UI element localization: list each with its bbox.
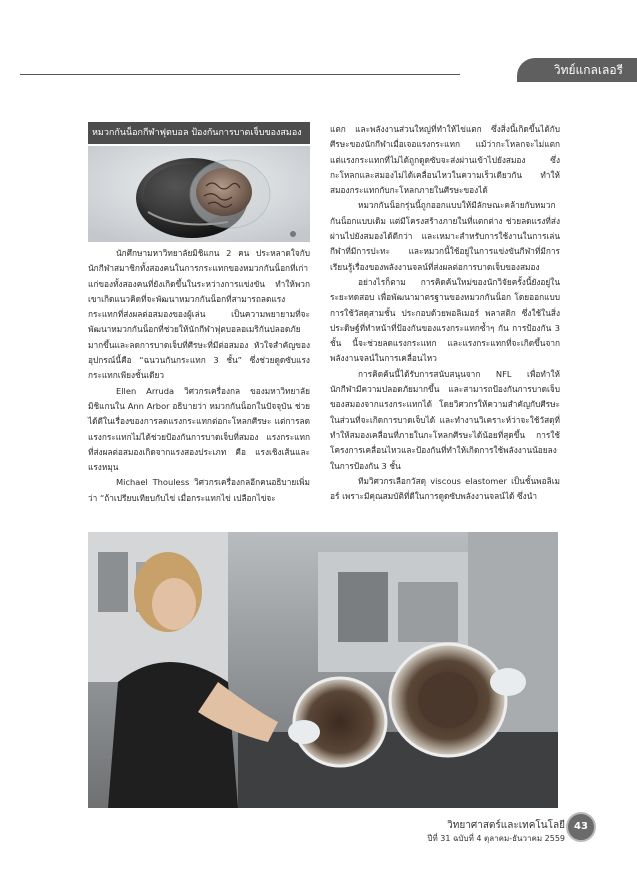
article-title: หมวกกันน็อกกีฬาฟุตบอล ป้องกันการบาดเจ็บของสมอง bbox=[88, 122, 310, 144]
paragraph: แตก และพลังงานส่วนใหญ่ที่ทำให้ไข่แตก ซึ่งสิ่งนี้เกิดขึ้นได้กับศีรษะของนักกีฬาเมื่อเจอแรงกระแทก แม้ว่ากะโหลกจะไม่แตก แต่แรงกระแทกที่ไม่ได้ถูกดูดซับจะส่งผ่านเข้าไปยังสมอง ซึ่งกะโหลกและสมองไม่ได้เคลื่อนไหวในความเร็วเดียวกัน ทำให้สมองกระแทกกับกะโหลกภายในศีรษะของได้ bbox=[330, 124, 560, 196]
paragraph: อย่างไรก็ตาม การคิดค้นใหม่ของนักวิจัยครั้งนี้ยังอยู่ในระยะทดสอบ เพื่อพัฒนามาตรฐานของหมวกกันน็อก โดยออกแบบการใช้วัสดุสามชั้น ประกอบด้วยพอลิเมอร์ พลาสติก ซึ่งใช้ในสิ่งประดิษฐ์ที่ทำหน้าที่ป้องกันของแรงกระแทกซ้ำๆ กัน การป้องกัน 3 ชั้น นี้จะช่วยลดแรงกระแทก และแรงกระแทกที่จะเกิดขึ้นจากพลังงานจลน์ในการเคลื่อนไหว bbox=[330, 276, 560, 364]
right-column bbox=[330, 122, 560, 504]
researcher-photo bbox=[88, 532, 558, 808]
section-header-rule bbox=[20, 74, 460, 75]
helmet-illustration-svg bbox=[88, 146, 310, 242]
paragraph: Michael Thouless วิศวกรเครื่องกลอีกคนอธิบายเพิ่มว่า “ถ้าเปรียบเทียบกับไข่ เมื่อกระแทกไข่ เปลือกไข่จะ bbox=[88, 477, 310, 503]
paragraph: Ellen Arruda วิศวกรเครื่องกล ของมหาวิทยาลัยมิชิแกนใน Ann Arbor อธิบายว่า หมวกกันน็อกในปัจจุบัน ช่วยได้ดีในเรื่องของการลดแรงกระแทกต่อกะโหลกศีรษะ แต่การลดแรงกระแทกไม่ได้ช่วยป้องกันการบาดเจ็บที่สมอง แรงกระแทกที่ส่งผลต่อสมองเกิดจากแรงสองประเภท คือ แรงเชิงเส้นและแรงหมุน bbox=[88, 385, 310, 473]
left-column bbox=[88, 246, 310, 506]
helmet-illustration bbox=[88, 146, 310, 242]
page-number: 43 bbox=[566, 812, 596, 842]
researcher-photo-svg bbox=[88, 532, 558, 808]
paragraph: นักศึกษามหาวิทยาลัยมิชิแกน 2 คน ประหลาดใจกับนักกีฬาสมาชิกทั้งสองคนในการกระแทกของหมวกกันน็อกที่เก่าแก่ของทั้งสองคนที่ยังเกิดขึ้นในระหว่างการแข่งขัน ทำให้พวกเขาเกิดแนวคิดที่จะพัฒนาหมวกกันน็อกที่สามารถลดแรงกระแทกที่ส่งผลต่อสมองของผู้เล่น เป็นความพยายามที่จะพัฒนาหมวกกันน็อกที่ช่วยให้นักกีฬาฟุตบอลอเมริกันปลอดภัยมากขึ้นและลดการบาดเจ็บที่ศีรษะที่มีต่อสมอง หัวใจสำคัญของอุปกรณ์นี้คือ “ฉนวนกันกระแทก 3 ชั้น” ซึ่งช่วยดูดซับแรงกระแทกเพียงชั้นเดียว bbox=[88, 248, 310, 381]
paragraph: การคิดค้นนี้ได้รับการสนับสนุนจาก NFL เพื่อทำให้นักกีฬามีความปลอดภัยมากขึ้น และสามารถป้องกันการบาดเจ็บของสมองจากแรงกระแทกได้ โดยวิศวกรให้ความสำคัญกับศีรษะในส่วนที่จะเกิดการบาดเจ็บได้ และทำงานวิเคราะห์ว่าจะใช้วัสดุที่ทำให้สมองเคลื่อนที่ภายในกะโหลกศีรษะได้น้อยที่สุดขึ้น การใช้โครงการเคลื่อนไหวและป้องกันที่ทำให้เกิดการใช้พลังงานน้อยลงในการป้องกัน 3 ชั้น bbox=[330, 368, 560, 471]
paragraph: ทีมวิศวกรเลือกวัสดุ viscous elastomer เป็นชั้นพอลิเมอร์ เพราะมีคุณสมบัติที่ดีในการดูดซับพลังงานจลน์ได้ ซึ่งนำ bbox=[330, 475, 560, 502]
section-tab bbox=[517, 58, 637, 82]
paragraph: หมวกกันน็อกรุ่นนี้ถูกออกแบบให้มีลักษณะคล้ายกับหมวกกันน็อกแบบเดิม แต่มีโครงสร้างภายในที่แตกต่าง ช่วยลดแรงที่ส่งผ่านไปยังสมองได้ดีกว่า และเหมาะสำหรับการใช้งานในการเล่นกีฬาที่มีการปะทะ และหมวกนี้ใช้อยู่ในการแข่งขันกีฬาที่มีการเรียนรู้เรื่องของพลังงานจลน์ที่ส่งผลต่อการบาดเจ็บของสมอง bbox=[330, 200, 560, 272]
section-label: วิทย์แกลเลอรี bbox=[553, 63, 623, 77]
journal-name: วิทยาศาสตร์และเทคโนโลยี bbox=[447, 820, 565, 831]
issue-info: ปีที่ 31 ฉบับที่ 4 ตุลาคม-ธันวาคม 2559 bbox=[427, 834, 565, 843]
